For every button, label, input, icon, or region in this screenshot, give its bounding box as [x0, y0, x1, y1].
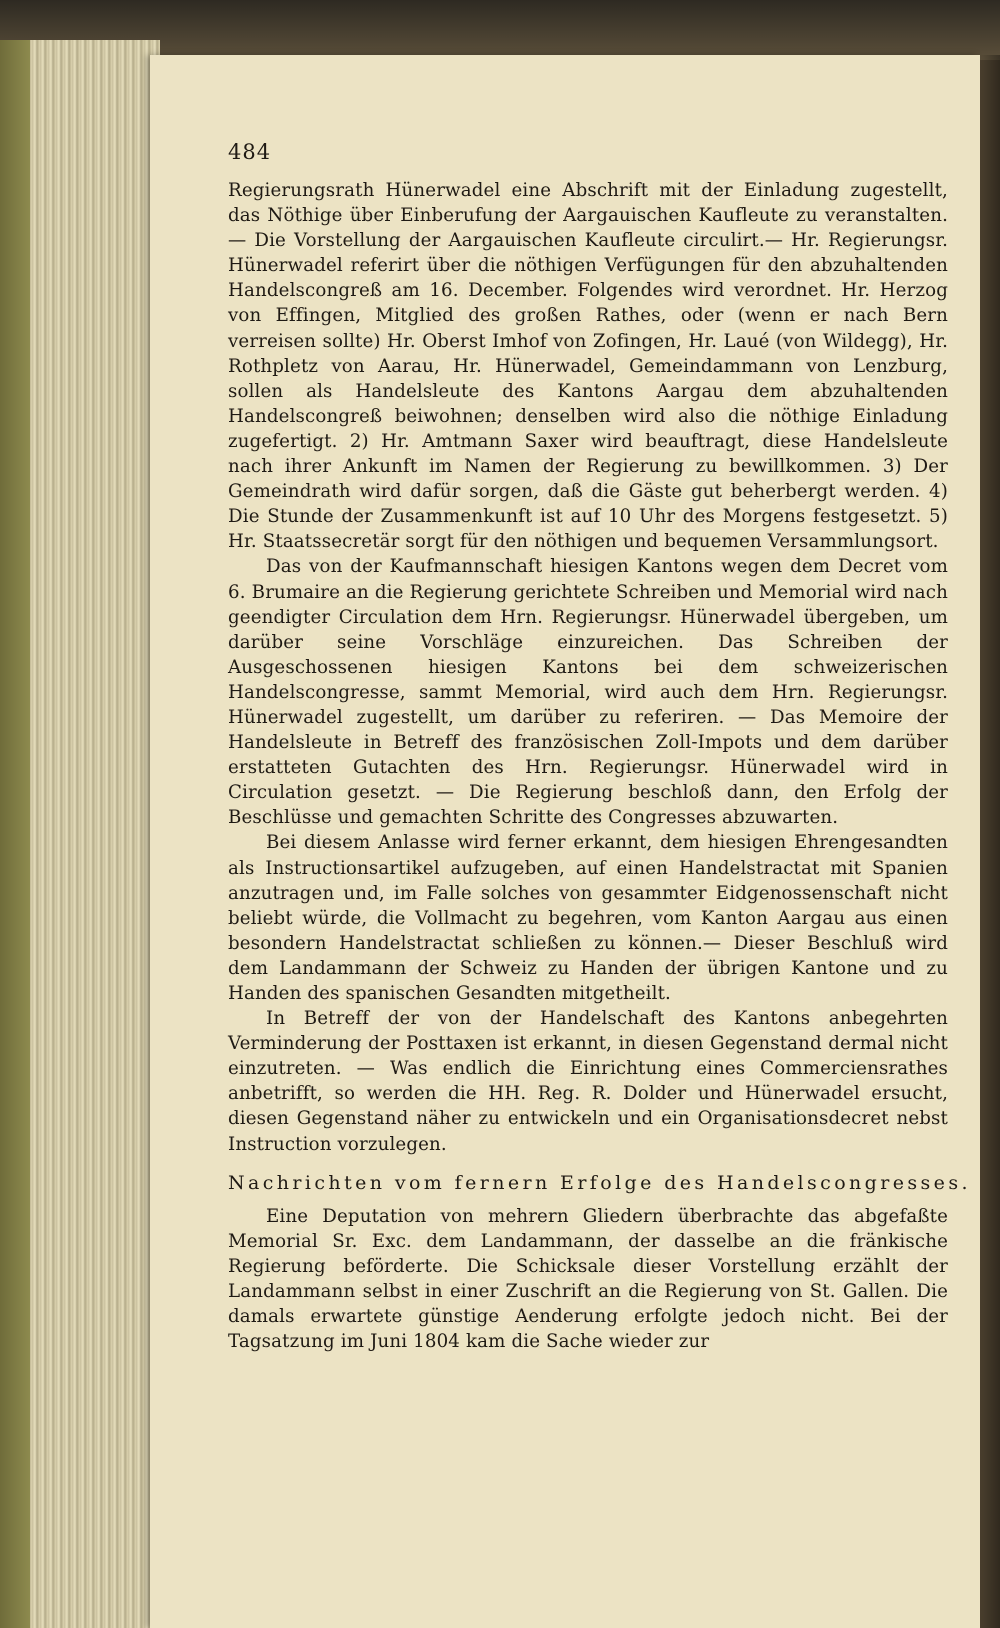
paragraph-1: Regierungsrath Hünerwadel eine Abschrift mit der Einladung zugestellt, das Nöthige über Einberufung der Aargauischen Kaufleute zu veranstalten. — Die Vorstellung der Aargauischen Kaufleute circulirt.— Hr. Regierungsr. Hünerwadel referirt über die nöthigen Verfügungen für den abzuhaltenden Handelscongreß am 16. December. Folgendes wird verordnet. Hr. Herzog von Effingen, Mitglied des großen Rathes, oder (wenn er nach Bern verreisen sollte) Hr. Oberst Imhof von Zofingen, Hr. Laué (von Wildegg), Hr. Rothpletz von Aarau, Hr. Hünerwadel, Gemeindammann von Lenzburg, sollen als Handelsleute des Kantons Aargau dem abzuhaltenden Handelscongreß beiwohnen; denselben wird also die nöthige Einladung zugefertigt. 2) Hr. Amtmann Saxer wird beauftragt, diese Handelsleute nach ihrer Ankunft im Namen der Regierung zu bewillkommen. 3) Der Gemeindrath wird dafür sorgen, daß die Gäste gut beherbergt werden. 4) Die Stunde der Zusammenkunft ist auf 10 Uhr des Morgens festgesetzt. 5) Hr. Staatssecretär sorgt für den nöthigen und bequemen Versammlungsort.: [228, 180, 948, 553]
page-number: 484: [228, 140, 272, 164]
book-cover: [0, 40, 30, 1628]
section-heading: Nachrichten vom fernern Erfolge des Handelscongresses.: [228, 1171, 971, 1194]
book-page: [150, 55, 980, 1628]
paragraph-3: Bei diesem Anlasse wird ferner erkannt, dem hiesigen Ehrengesandten als Instructionsartikel aufzugeben, auf einen Handelstractat mit Spanien anzutragen und, im Falle solches von gesammter Eidgenossenschaft nicht beliebt würde, die Vollmacht zu begehren, vom Kanton Aargau aus einen besondern Handelstractat schließen zu können.— Dieser Beschluß wird dem Landammann der Schweiz zu Handen der übrigen Kantone und zu Handen des spanischen Gesandten mitgetheilt.: [228, 832, 948, 1004]
page-gutter-shadow: [980, 55, 1000, 1628]
paragraph-2: Das von der Kaufmannschaft hiesigen Kantons wegen dem Decret vom 6. Brumaire an die Regierung gerichtete Schreiben und Memorial wird nach geendigter Circulation dem Hrn. Regierungsr. Hünerwadel übergeben, um darüber seine Vorschläge einzureichen. Das Schreiben der Ausgeschossenen hiesigen Kantons bei dem schweizerischen Handelscongresse, sammt Memorial, wird auch dem Hrn. Regierungsr. Hünerwadel zugestellt, um darüber zu referiren. — Das Memoire der Handelsleute in Betreff des französischen Zoll-Impots und dem darüber erstatteten Gutachten des Hrn. Regierungsr. Hünerwadel wird in Circulation gesetzt. — Die Regierung beschloß dann, den Erfolg der Beschlüsse und gemachten Schritte des Congresses abzuwarten.: [228, 556, 948, 829]
section-paragraph-1: Eine Deputation von mehrern Gliedern überbrachte das abgefaßte Memorial Sr. Exc. dem Landammann, der dasselbe an die fränkische Regierung beförderte. Die Schicksale dieser Vorstellung erzählt der Landammann selbst in einer Zuschrift an die Regierung von St. Gallen. Die damals erwartete günstige Aenderung erfolgte jedoch nicht. Bei der Tagsatzung im Juni 1804 kam die Sache wieder zur: [228, 1205, 948, 1353]
page-content: [228, 140, 971, 1354]
paragraph-4: In Betreff der von der Handelschaft des Kantons anbegehrten Verminderung der Posttaxen ist erkannt, in diesen Gegenstand dermal nicht einzutreten. — Was endlich die Einrichtung eines Commerciensrathes anbetrifft, so werden die HH. Reg. R. Dolder und Hünerwadel ersucht, diesen Gegenstand näher zu entwickeln und ein Organisationsdecret nebst Instruction vorzulegen.: [228, 1008, 948, 1155]
